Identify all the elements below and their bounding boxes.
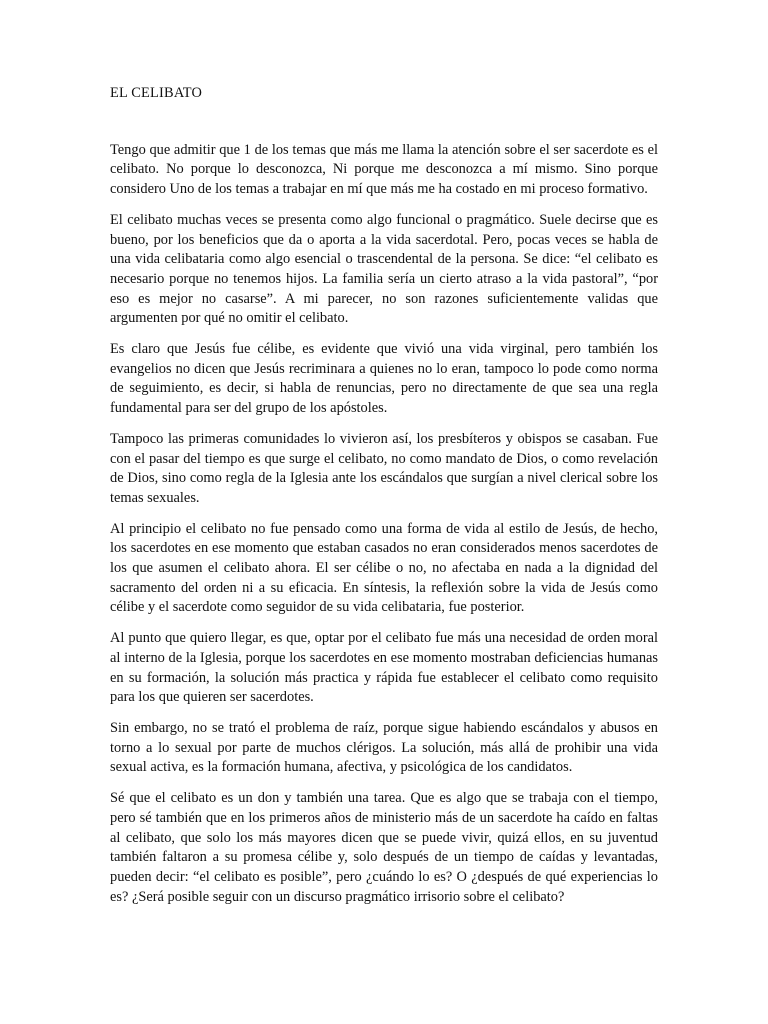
paragraph-3: Es claro que Jesús fue célibe, es evidente que vivió una vida virginal, pero también los evangelios no dicen que Jesús recriminara a quienes no lo eran, tampoco lo pode como norma de seguimiento, es decir, si habla de renuncias, pero no directamente de que sea una regla fundamental para ser del grupo de los apóstoles. [110,341,658,417]
document-title: EL CELIBATO [110,85,203,101]
paragraph-8: Sé que el celibato es un don y también una tarea. Que es algo que se trabaja con el tiempo, pero sé también que en los primeros años de ministerio más de un sacerdote ha caído en faltas al celibato, que solo los más mayores dicen que se puede vivir, quizá ellos, en su juventud también faltaron a su promesa célibe y, solo después de un tiempo de caídas y levantadas, pueden decir: “el celibato es posible”, pero ¿cuándo lo es? O ¿después de qué experiencias lo es? ¿Será posible seguir con un discurso pragmático irrisorio sobre el celibato? [110,790,658,905]
paragraph-5: Al principio el celibato no fue pensado como una forma de vida al estilo de Jesús, de hecho, los sacerdotes en ese momento que estaban casados no eran considerados menos sacerdotes de los que asumen el celibato ahora. El ser célibe o no, no afectaba en nada a la dignidad del sacramento del orden ni a su eficacia. En síntesis, la reflexión sobre la vida de Jesús como célibe y el sacerdote como seguidor de su vida celibataria, fue posterior. [110,520,658,616]
paragraph-1: Tengo que admitir que 1 de los temas que más me llama la atención sobre el ser sacerdote es el celibato. No porque lo desconozca, Ni porque me desconozca a mí mismo. Sino porque considero Uno de los temas a trabajar en mí que más me ha costado en mi proceso formativo. [110,141,658,198]
paragraph-2: El celibato muchas veces se presenta como algo funcional o pragmático. Suele decirse que es bueno, por los beneficios que da o aporta a la vida sacerdotal. Pero, pocas veces se habla de una vida celibataria como algo esencial o trascendental de la persona. Se dice: “el celibato es necesario porque no tenemos hijos. La familia sería un cierto atraso a la vida pastoral”, “por eso es mejor no casarse”. A mi parecer, no son razones suficientemente validas que argumenten por qué no omitir el celibato. [110,211,658,327]
paragraph-6: Al punto que quiero llegar, es que, optar por el celibato fue más una necesidad de orden moral al interno de la Iglesia, porque los sacerdotes en ese momento mostraban deficiencias humanas en su formación, la solución más practica y rápida fue establecer el celibato como requisito para los que quieren ser sacerdotes. [110,630,658,706]
paragraph-7: Sin embargo, no se trató el problema de raíz, porque sigue habiendo escándalos y abusos en torno a lo sexual por parte de muchos clérigos. La solución, más allá de prohibir una vida sexual activa, es la formación humana, afectiva, y psicológica de los candidatos. [110,719,658,776]
document-page [110,84,658,918]
paragraph-4: Tampoco las primeras comunidades lo vivieron así, los presbíteros y obispos se casaban. Fue con el pasar del tiempo es que surge el celibato, no como mandato de Dios, o como revelación de Dios, sino como regla de la Iglesia ante los escándalos que surgían a nivel clerical sobre los temas sexuales. [110,430,658,506]
